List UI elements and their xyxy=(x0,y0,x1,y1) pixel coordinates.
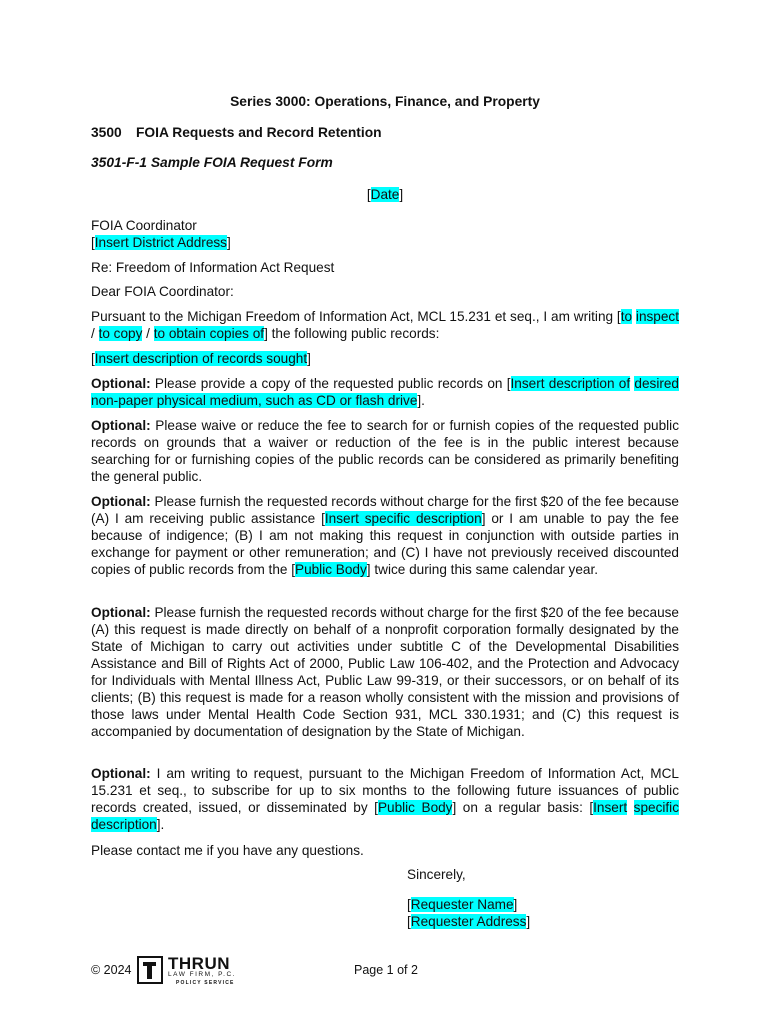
date-line: [Date] xyxy=(366,187,404,202)
logo-subtitle: LAW FIRM, P.C. xyxy=(168,971,236,978)
optional-label: Optional: xyxy=(91,494,151,509)
indigence-text-end: ] twice during this same calendar year. xyxy=(366,562,599,577)
addressee-name: FOIA Coordinator xyxy=(91,218,197,233)
requester-name-line: [Requester Name] xyxy=(407,897,518,912)
option-to-inspect-b[interactable]: inspect xyxy=(635,309,679,324)
optional-medium-paragraph xyxy=(91,375,679,409)
optional-indigence-paragraph xyxy=(91,493,679,578)
closing-question: Please contact me if you have any questions. xyxy=(91,843,364,858)
policy-title: FOIA Requests and Record Retention xyxy=(136,125,382,140)
subscribe-description-field-a[interactable]: Insert xyxy=(593,800,628,815)
logo-mark-stem xyxy=(147,962,152,979)
intro-text: Pursuant to the Michigan Freedom of Information Act, MCL 15.231 et seq., I am writing [ xyxy=(91,309,621,324)
indigence-text-mid: ] or I am unable to pay the fee because of indigence; (B) I am not making this request in conjunction with outside parties in exchange for payment or other remuneration; and (C) I have not previously received discounted copies of public records from the [ xyxy=(91,511,679,577)
option-to-copy[interactable]: to copy xyxy=(98,326,143,341)
policy-number: 3500 xyxy=(91,125,122,140)
page-footer xyxy=(91,954,679,994)
subscribe-text-end: ]. xyxy=(156,817,165,832)
public-body-field[interactable]: Public Body xyxy=(295,562,367,577)
separator: / xyxy=(142,326,154,341)
page-number: Page 1 of 2 xyxy=(354,963,418,977)
records-sought-field[interactable]: Insert description of records sought xyxy=(94,351,308,366)
addressee-block xyxy=(91,217,679,251)
signoff: Sincerely, xyxy=(407,867,466,882)
records-sought-line: [Insert description of records sought] xyxy=(91,351,311,366)
requester-name-field[interactable]: Requester Name xyxy=(410,897,514,912)
option-obtain-copies[interactable]: to obtain copies of xyxy=(153,326,265,341)
optional-label: Optional: xyxy=(91,376,151,391)
intro-text-end: ] the following public records: xyxy=(264,326,440,341)
logo-name: THRUN xyxy=(168,954,230,973)
date-field[interactable]: Date xyxy=(370,187,400,202)
logo-subtitle-2: POLICY SERVICE xyxy=(176,980,235,986)
subscribe-text-mid: ] on a regular basis: [ xyxy=(452,800,594,815)
subscribe-description-field-b[interactable]: specific description xyxy=(91,800,679,832)
salutation: Dear FOIA Coordinator: xyxy=(91,284,234,299)
subscribe-text: I am writing to request, pursuant to the Michigan Freedom of Information Act, MCL 15.231 et seq., to subscribe for up to six months to the following future issuances of public records created, issued, or disseminated by [ xyxy=(91,766,679,815)
optional-subscribe-paragraph xyxy=(91,765,679,833)
form-title: 3501-F-1 Sample FOIA Request Form xyxy=(91,155,333,170)
separator: / xyxy=(91,326,99,341)
requester-address-line: [Requester Address] xyxy=(407,914,531,929)
logo-mark-icon xyxy=(137,956,163,984)
optional-label: Optional: xyxy=(91,766,151,781)
subscribe-public-body-field[interactable]: Public Body xyxy=(377,800,453,815)
intro-paragraph xyxy=(91,308,679,342)
option-to-inspect-a[interactable]: to xyxy=(620,309,633,324)
optional-label: Optional: xyxy=(91,605,151,620)
nonprofit-text: Please furnish the requested records without charge for the first $20 of the fee because (A) this request is made directly on behalf of a nonprofit corporation formally designated by the State of Michigan to carry out activities under subtitle C of the Developmental Disabilities Assistance and Bill of Rights Act of 2000, Public Law 106-402, and the Protection and Advocacy for Individuals with Mental Illness Act, Public Law 99-319, or their successors, or on behalf of its clients; (B) this request is made for a reason wholly consistent with the mission and provisions of those laws under Mental Health Code Section 931, MCL 330.1931; and (C) this request is accompanied by documentation of designation by the State of Michigan. xyxy=(91,605,679,739)
re-line: Re: Freedom of Information Act Request xyxy=(91,260,335,275)
medium-field-a[interactable]: Insert description of xyxy=(510,376,631,391)
series-heading: Series 3000: Operations, Finance, and Property xyxy=(230,94,540,109)
medium-text-end: ]. xyxy=(417,393,425,408)
waiver-text: Please waive or reduce the fee to search for or furnish copies of the requested public records on grounds that a waiver or reduction of the fee is in the public interest because searching for or furnishing copies of the public records can be considered as primarily benefiting the general public. xyxy=(91,418,679,484)
policy-heading xyxy=(91,125,382,140)
thrun-logo xyxy=(137,956,247,990)
medium-text: Please provide a copy of the requested public records on [ xyxy=(150,376,511,391)
medium-field-b[interactable]: desired non-paper physical medium, such as CD or flash drive xyxy=(91,376,679,408)
optional-label: Optional: xyxy=(91,418,151,433)
optional-nonprofit-paragraph xyxy=(91,604,679,740)
requester-address-field[interactable]: Requester Address xyxy=(410,914,527,929)
district-address-field[interactable]: Insert District Address xyxy=(94,235,227,250)
requester-block xyxy=(407,896,530,930)
addressee-address-line: [Insert District Address] xyxy=(91,235,231,250)
optional-waiver-paragraph xyxy=(91,417,679,485)
public-assistance-field[interactable]: Insert specific description xyxy=(324,511,482,526)
copyright: © 2024 xyxy=(91,963,132,977)
indigence-text: Please furnish the requested records without charge for the first $20 of the fee because (A) I am receiving public assistance [ xyxy=(91,494,679,526)
